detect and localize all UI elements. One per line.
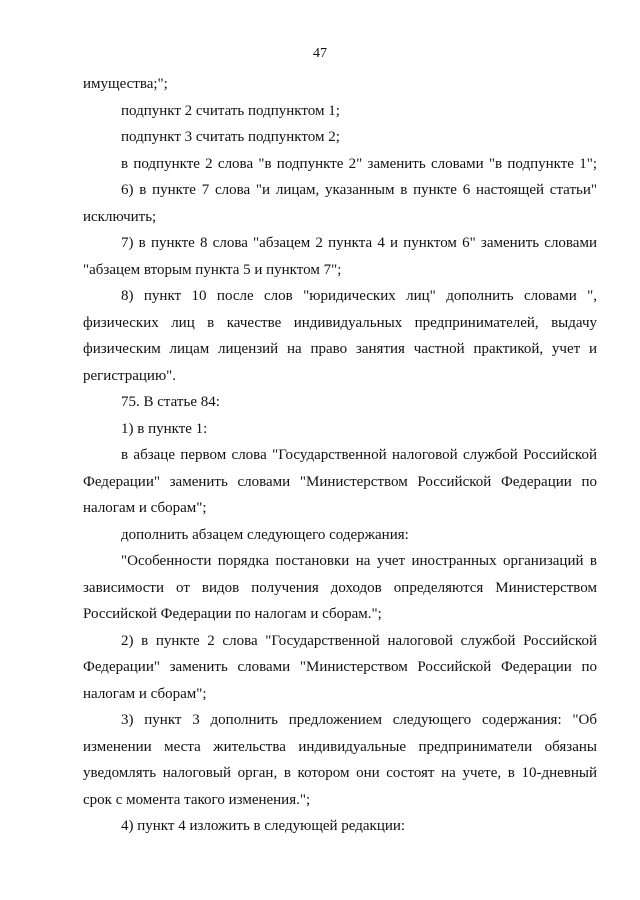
paragraph: 7) в пункте 8 слова "абзацем 2 пункта 4 и пунктом 6" заменить словами "абзацем вторым пункта 5 и пунктом 7"; [83, 235, 597, 278]
paragraph: 2) в пункте 2 слова "Государственной налоговой службой Российской Федерации" заменить словами "Министерством Российской Федерации по налогам и сборам"; [83, 632, 597, 702]
document-body [83, 71, 597, 840]
paragraph: 8) пункт 10 после слов "юридических лиц" дополнить словами ", физических лиц в качестве индивидуальных предпринимателей, выдачу физическим лицам лицензий на право занятия частной практикой, учет и регистрацию". [83, 288, 597, 384]
paragraph: подпункт 2 считать подпунктом 1; [121, 102, 340, 119]
paragraph: 75. В статье 84: [121, 394, 220, 410]
paragraph: 6) в пункте 7 слова "и лицам, указанным в пункте 6 настоящей статьи" исключить; [83, 182, 597, 225]
paragraph: дополнить абзацем следующего содержания: [121, 526, 409, 543]
paragraph: имущества;"; [83, 76, 168, 92]
page-number: 47 [313, 46, 327, 61]
paragraph: 4) пункт 4 изложить в следующей редакции: [121, 818, 406, 834]
paragraph: 3) пункт 3 дополнить предложением следующего содержания: "Об изменении места жительства индивидуальные предприниматели обязаны уведомлять налоговый орган, в котором они состоят на учете, в 10-дневный срок с момента такого изменения."; [83, 712, 597, 808]
paragraph: подпункт 3 считать подпунктом 2; [121, 129, 340, 145]
paragraph: 1) в пункте 1: [121, 420, 208, 437]
paragraph: в абзаце первом слова "Государственной налоговой службой Российской Федерации" заменить словами "Министерством Российской Федерации по налогам и сборам"; [83, 447, 597, 516]
paragraph: в подпункте 2 слова "в подпункте 2" заменить словами "в подпункте 1"; [121, 155, 597, 172]
paragraph: "Особенности порядка постановки на учет иностранных организаций в зависимости от видов получения доходов определяются Министерством Российской Федерации по налогам и сборам."; [83, 553, 597, 622]
